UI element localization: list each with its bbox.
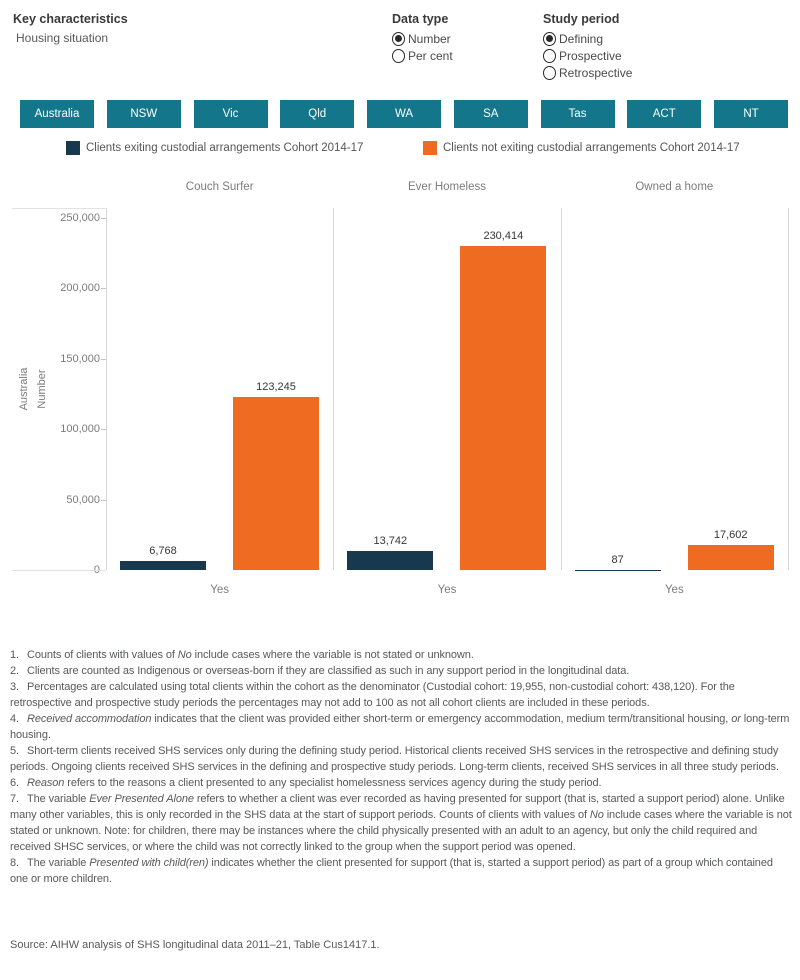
footnote-text: Clients are counted as Indigenous or overseas-born if they are classified as such in any support period in the longitudinal data. [26, 665, 630, 677]
footnote-text: The variable [26, 857, 90, 869]
radio-option-label: Per cent [408, 48, 453, 63]
chart-panel-couch-surfer [107, 208, 334, 570]
bar-value-label: 87 [611, 553, 624, 566]
region-button-qld[interactable]: Qld [280, 100, 354, 128]
footnote-text: indicates whether the client presented for support (that is, started a support period) as part of a group which contained one or more children. [10, 857, 773, 885]
legend-item-non-custodial[interactable] [423, 140, 740, 155]
panel-header-ever-homeless: Ever Homeless [408, 181, 486, 193]
radio-option-label: Prospective [559, 48, 622, 63]
footnote-text: include cases where the variable is not stated or unknown. Note: for children, there may be instances where the child physically presented with an adult to an agency, but only the child required and received SHSC services, or where the child was not correctly linked to the group when the support period was opened. [10, 809, 792, 853]
footnote-text: refers to whether a client was ever recorded as having presented for support (that is, started a support period) alone. Unlike many other variables, this is only recorded in the SHS data at the start of support periods. Counts of clients with values of [10, 793, 785, 821]
region-button-vic[interactable]: Vic [194, 100, 268, 128]
radio-unselected-icon [543, 66, 556, 80]
legend-label-non-custodial: Clients not exiting custodial arrangements Cohort 2014-17 [443, 141, 740, 154]
legend-swatch-custodial [66, 141, 80, 155]
footnote-text: or [731, 713, 741, 725]
radio-option-defining[interactable] [543, 30, 632, 47]
bar-value-label: 13,742 [373, 534, 408, 547]
footnote-text: Short-term clients received SHS services only during the defining study period. Historical clients received SHS services in the retrospective and defining study periods. Ongoing clients received SHS services in the defining and prospective study periods. Long-term clients, received SHS services in all three study periods. [10, 745, 779, 773]
y-tick-label: 200,000 [60, 282, 100, 295]
footnote-text: Received accommodation [26, 713, 152, 725]
footnote-number: 2. [10, 665, 19, 677]
footnote-text: include cases where the variable is not stated or unknown. [191, 649, 474, 661]
bar-value-label: 230,414 [483, 229, 524, 242]
study-period-label: Study period [543, 12, 620, 26]
region-button-tas[interactable]: Tas [541, 100, 615, 128]
radio-selected-icon [543, 32, 556, 46]
footnote-text: Ever Presented Alone [89, 793, 194, 805]
bar-value-label: 17,602 [713, 529, 748, 542]
region-button-act[interactable]: ACT [627, 100, 701, 128]
axis-gutter-bottom-border [12, 570, 106, 571]
radio-unselected-icon [543, 49, 556, 63]
footnote [10, 647, 792, 663]
data-type-options [392, 30, 453, 64]
y-axis-title-region: Australia [18, 367, 30, 411]
panel-header-owned-a-home: Owned a home [635, 181, 714, 193]
y-tick-label: 150,000 [60, 352, 100, 365]
radio-selected-icon [392, 32, 405, 46]
footnotes [10, 647, 792, 887]
radio-option-retrospective[interactable] [543, 64, 632, 81]
bar-couch-surfer-custodial[interactable] [120, 561, 206, 571]
radio-option-prospective[interactable] [543, 47, 632, 64]
bar-value-label: 6,768 [149, 544, 177, 557]
y-axis-title-measure: Number [36, 369, 48, 409]
radio-option-per-cent[interactable] [392, 47, 453, 64]
axis-gutter-top-border [12, 208, 106, 209]
footnote [10, 775, 792, 791]
footnote-text: Counts of clients with values of [26, 649, 178, 661]
footnote [10, 743, 792, 775]
page-title: Key characteristics [13, 12, 128, 26]
legend-swatch-non-custodial [423, 141, 437, 155]
region-button-wa[interactable]: WA [367, 100, 441, 128]
region-button-nsw[interactable]: NSW [107, 100, 181, 128]
bar-value-label: 123,245 [256, 380, 296, 393]
footnote-text: refers to the reasons a client presented to any specialist homelessness services agency during the study period. [64, 777, 602, 789]
page-subtitle: Housing situation [16, 31, 109, 45]
bar-couch-surfer-non-custodial[interactable] [233, 397, 319, 571]
bar-owned-a-home-non-custodial[interactable] [688, 545, 774, 570]
footnote [10, 855, 792, 887]
plot-area [106, 208, 789, 570]
data-type-label: Data type [392, 12, 449, 26]
footnote-number: 1. [10, 649, 19, 661]
footnote-number: 6. [10, 777, 19, 789]
x-axis-label: Yes [210, 584, 230, 596]
footnote-number: 5. [10, 745, 19, 757]
radio-option-label: Retrospective [559, 65, 633, 80]
legend-label-custodial: Clients exiting custodial arrangements Cohort 2014-17 [86, 141, 364, 154]
study-period-group [543, 12, 632, 81]
footnote-number: 3. [10, 681, 19, 693]
region-button-nt[interactable]: NT [714, 100, 788, 128]
radio-option-label: Defining [559, 31, 604, 46]
y-tick-label: 250,000 [60, 212, 100, 224]
footnote-text: Reason [26, 777, 65, 789]
chart-panel-ever-homeless [334, 208, 561, 570]
region-button-row [20, 100, 788, 128]
footnote [10, 679, 792, 711]
data-type-group [392, 12, 453, 64]
y-tick-label: 50,000 [66, 493, 100, 506]
region-button-sa[interactable]: SA [454, 100, 528, 128]
study-period-options [543, 30, 632, 81]
footnote-text: Presented with child(ren) [89, 857, 209, 869]
footnote-text: No [177, 649, 192, 661]
radio-option-label: Number [408, 31, 451, 46]
x-axis-label: Yes [664, 584, 684, 596]
footnote-text: The variable [26, 793, 90, 805]
footnote-number: 8. [10, 857, 19, 869]
x-axis-label: Yes [437, 584, 457, 596]
chart [0, 176, 800, 608]
bar-ever-homeless-custodial[interactable] [347, 551, 433, 570]
panel-header-couch-surfer: Couch Surfer [185, 181, 254, 193]
footnote-text: Percentages are calculated using total clients within the cohort as the denominator (Custodial cohort: 19,955, non-custodial cohort: 438,120). For the retrospective and prospective study periods the percentages may not add to 100 as not all cohort clients are included in these periods. [10, 681, 735, 709]
footnote-text: long-term housing. [10, 713, 790, 741]
chart-panel-owned-a-home [562, 208, 789, 570]
footnote [10, 711, 792, 743]
footnote [10, 791, 792, 855]
footnote-text: No [589, 809, 604, 821]
radio-unselected-icon [392, 49, 405, 63]
footnote-number: 7. [10, 793, 19, 805]
footnote-number: 4. [10, 713, 19, 725]
radio-option-number[interactable] [392, 30, 453, 47]
bar-ever-homeless-non-custodial[interactable] [460, 246, 546, 570]
y-tick-label: 100,000 [60, 423, 100, 436]
footnote-text: indicates that the client was provided either short-term or emergency accommodation, medium term/transitional housing, [151, 713, 732, 725]
source-line: Source: AIHW analysis of SHS longitudinal data 2011–21, Table Cus1417.1. [10, 939, 380, 951]
legend-item-custodial[interactable] [66, 140, 363, 155]
region-button-australia[interactable]: Australia [20, 100, 94, 128]
footnote [10, 663, 792, 679]
